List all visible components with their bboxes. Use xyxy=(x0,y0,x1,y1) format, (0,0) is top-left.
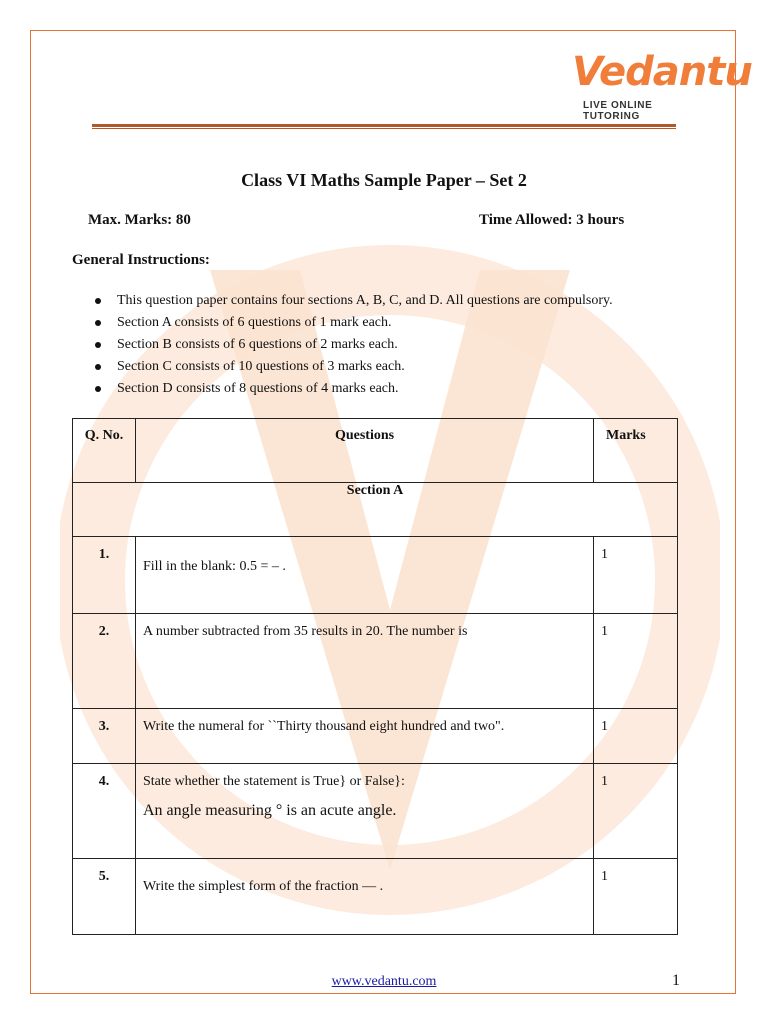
question-number: 2. xyxy=(73,614,136,709)
instruction-item: This question paper contains four sections A, B, C, and D. All questions are compulsory. xyxy=(92,291,613,313)
table-row xyxy=(73,709,678,764)
header-questions: Questions xyxy=(136,419,594,483)
question-number: 3. xyxy=(73,709,136,764)
page-number: 1 xyxy=(672,972,680,989)
question-number: 1. xyxy=(73,537,136,614)
vedantu-logo xyxy=(572,48,752,122)
header-marks: Marks xyxy=(594,419,678,483)
table-row xyxy=(73,537,678,614)
question-marks: 1 xyxy=(594,709,678,764)
question-text: State whether the statement is True} or False}: xyxy=(143,774,405,789)
header-qno: Q. No. xyxy=(73,419,136,483)
table-row xyxy=(73,764,678,859)
website-link[interactable]: www.vedantu.com xyxy=(331,974,437,989)
questions-table xyxy=(72,418,678,935)
question-statement: An angle measuring ° is an acute angle. xyxy=(143,802,397,819)
instruction-item: Section D consists of 8 questions of 4 marks each. xyxy=(92,379,613,401)
table-header-row xyxy=(73,419,678,483)
time-allowed: Time Allowed: 3 hours xyxy=(479,212,625,228)
instruction-item: Section C consists of 10 questions of 3 marks each. xyxy=(92,357,613,379)
instruction-item: Section B consists of 6 questions of 2 marks each. xyxy=(92,335,613,357)
question-text: Write the simplest form of the fraction — . xyxy=(136,859,594,935)
max-marks: Max. Marks: 80 xyxy=(88,212,191,228)
section-row xyxy=(73,483,678,537)
question-marks: 1 xyxy=(594,614,678,709)
question-text: Fill in the blank: 0.5 = – . xyxy=(136,537,594,614)
table-row xyxy=(73,614,678,709)
question-number: 4. xyxy=(73,764,136,859)
question-marks: 1 xyxy=(594,764,678,859)
question-text: A number subtracted from 35 results in 20. The number is xyxy=(136,614,594,709)
paper-title: Class VI Maths Sample Paper – Set 2 xyxy=(241,170,527,190)
general-instructions-heading: General Instructions: xyxy=(72,252,210,268)
footer-website xyxy=(0,974,768,990)
question-number: 5. xyxy=(73,859,136,935)
section-label: Section A xyxy=(73,483,678,537)
instructions-list xyxy=(92,291,613,401)
question-text: Write the numeral for ``Thirty thousand eight hundred and two". xyxy=(136,709,594,764)
question-marks: 1 xyxy=(594,537,678,614)
header-rule xyxy=(92,124,676,127)
logo-wordmark: Vedantu xyxy=(572,49,752,95)
question-marks: 1 xyxy=(594,859,678,935)
question-cell xyxy=(136,764,594,859)
logo-tagline: LIVE ONLINE TUTORING xyxy=(583,100,653,122)
header-rule-thin xyxy=(92,128,676,129)
table-row xyxy=(73,859,678,935)
instruction-item: Section A consists of 6 questions of 1 mark each. xyxy=(92,313,613,335)
